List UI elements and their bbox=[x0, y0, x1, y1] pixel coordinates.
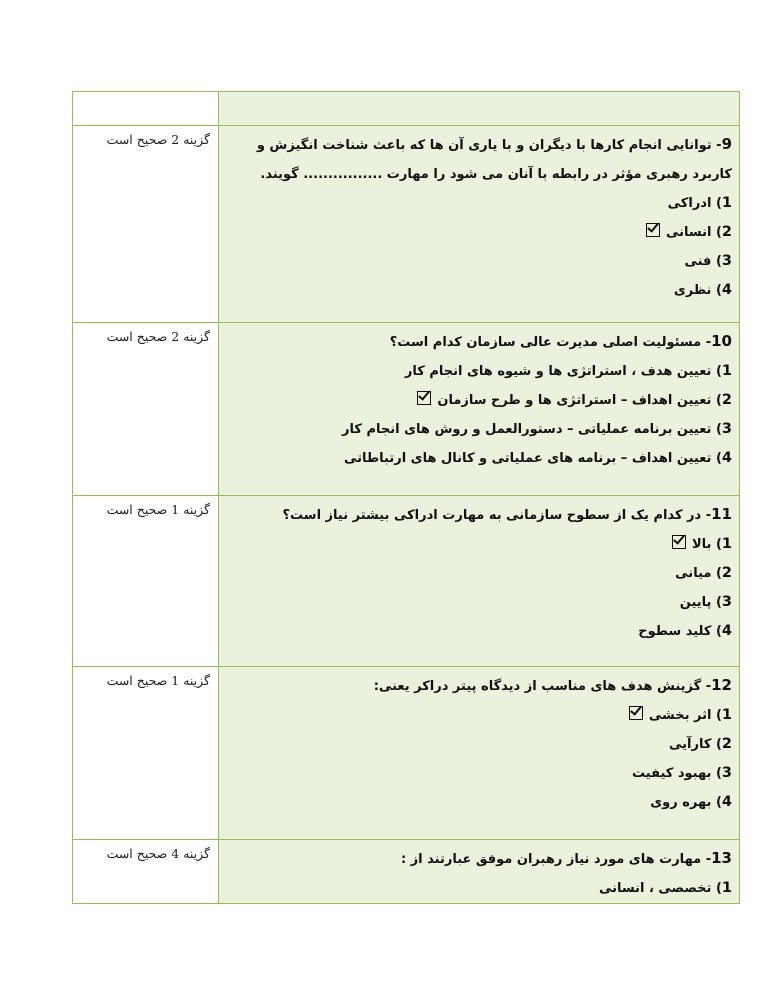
answer-text: گزینه 2 صحیح است bbox=[106, 132, 210, 147]
question-number: 13 bbox=[711, 849, 732, 867]
option-text: اثر بخشی bbox=[648, 708, 712, 723]
option: 4) بهره روی bbox=[650, 794, 732, 810]
option-number: 4 bbox=[721, 623, 732, 639]
option-number: 4 bbox=[721, 282, 732, 298]
checkbox-checked-icon bbox=[417, 391, 431, 405]
question-cell bbox=[219, 667, 740, 840]
option-text: تعیین اهداف – استراتژی ها و طرح سازمان bbox=[437, 393, 712, 408]
question-text: - در کدام یک از سطوح سازمانی به مهارت ادراکی بیشتر نیاز است؟ bbox=[282, 508, 712, 523]
option: 3) پایین bbox=[679, 594, 732, 610]
option: 1) اثر بخشی bbox=[225, 701, 732, 730]
option: 2) کارآیی bbox=[669, 736, 732, 752]
option: 1) بالا bbox=[225, 530, 732, 559]
checkbox-checked-icon bbox=[629, 706, 643, 720]
option-text: تعیین اهداف – برنامه های عملیاتی و کانال های ارتباطاتی bbox=[343, 451, 712, 466]
option: 1) تعیین هدف ، استراتژی ها و شیوه های انجام کار bbox=[404, 363, 732, 379]
option-number: 2 bbox=[721, 392, 732, 408]
option-text: انسانی bbox=[665, 225, 712, 240]
option-text: بهره روی bbox=[650, 795, 712, 810]
question-text: - توانایی انجام کارها با دیگران و با یاری آن ها که باعث شناخت انگیزش و کاربرد رهبری مؤثر در رابطه با آنان می شود را مهارت ................ گویند. bbox=[256, 138, 732, 182]
question-text: - مهارت های مورد نیاز رهبران موفق عبارتند از : bbox=[400, 852, 712, 867]
table-row bbox=[73, 840, 740, 904]
table-row bbox=[73, 496, 740, 667]
option-text: ادراکی bbox=[667, 196, 712, 211]
option: 3) تعیین برنامه عملیاتی – دستورالعمل و روش های انجام کار bbox=[342, 421, 732, 437]
question-cell bbox=[219, 126, 740, 323]
option-text: بالا bbox=[691, 537, 712, 552]
option-number: 1 bbox=[721, 363, 732, 379]
option-number: 3 bbox=[721, 253, 732, 269]
answer-cell bbox=[73, 496, 219, 667]
option: 3) فنی bbox=[684, 253, 732, 269]
option: 2) میانی bbox=[675, 565, 732, 581]
question-cell bbox=[219, 323, 740, 496]
option-text: نظری bbox=[673, 283, 712, 298]
option-number: 2 bbox=[721, 224, 732, 240]
option: 4) کلید سطوح bbox=[638, 623, 732, 639]
question-text: - مسئولیت اصلی مدیرت عالی سازمان کدام است؟ bbox=[389, 335, 712, 350]
option-number: 4 bbox=[721, 794, 732, 810]
question-cell bbox=[219, 840, 740, 904]
option-text: پایین bbox=[679, 595, 712, 610]
answer-text: گزینه 1 صحیح است bbox=[106, 502, 210, 517]
question-number: 10 bbox=[711, 332, 732, 350]
option-text: تعیین هدف ، استراتژی ها و شیوه های انجام کار bbox=[404, 364, 712, 379]
option-number: 3 bbox=[721, 765, 732, 781]
answer-cell bbox=[73, 126, 219, 323]
checkbox-checked-icon bbox=[672, 535, 686, 549]
answer-text: گزینه 1 صحیح است bbox=[106, 673, 210, 688]
option-number: 2 bbox=[721, 565, 732, 581]
option: 3) بهبود کیفیت bbox=[632, 765, 732, 781]
table-row bbox=[73, 92, 740, 126]
checkbox-checked-icon bbox=[646, 223, 660, 237]
option-number: 4 bbox=[721, 450, 732, 466]
option-text: کارآیی bbox=[669, 737, 712, 752]
option: 1) ادراکی bbox=[667, 195, 732, 211]
option-text: بهبود کیفیت bbox=[632, 766, 712, 781]
answer-cell bbox=[73, 92, 219, 126]
answer-cell bbox=[73, 840, 219, 904]
option-number: 1 bbox=[721, 707, 732, 723]
question-stem bbox=[225, 844, 732, 874]
option-text: تعیین برنامه عملیاتی – دستورالعمل و روش های انجام کار bbox=[342, 422, 712, 437]
option: 4) تعیین اهداف – برنامه های عملیاتی و کانال های ارتباطاتی bbox=[343, 450, 732, 466]
option-text: تخصصی ، انسانی bbox=[598, 881, 712, 896]
option-number: 1 bbox=[721, 536, 732, 552]
question-number: 11 bbox=[711, 505, 732, 523]
option-text: کلید سطوح bbox=[638, 624, 712, 639]
question-number: 12 bbox=[711, 676, 732, 694]
option: 1) تخصصی ، انسانی bbox=[598, 880, 732, 896]
table-row bbox=[73, 126, 740, 323]
question-number: 9 bbox=[721, 135, 732, 153]
option-text: میانی bbox=[675, 566, 712, 581]
question-stem bbox=[225, 327, 732, 357]
option-number: 3 bbox=[721, 594, 732, 610]
answer-cell bbox=[73, 323, 219, 496]
option: 4) نظری bbox=[673, 282, 732, 298]
table-row bbox=[73, 667, 740, 840]
quiz-table bbox=[72, 91, 740, 904]
table-row bbox=[73, 323, 740, 496]
question-cell bbox=[219, 92, 740, 126]
option: 2) انسانی bbox=[225, 218, 732, 247]
option-number: 1 bbox=[721, 195, 732, 211]
answer-text: گزینه 4 صحیح است bbox=[106, 846, 210, 861]
question-stem bbox=[225, 500, 732, 530]
option-number: 2 bbox=[721, 736, 732, 752]
option-number: 3 bbox=[721, 421, 732, 437]
question-stem bbox=[225, 671, 732, 701]
answer-cell bbox=[73, 667, 219, 840]
question-cell bbox=[219, 496, 740, 667]
option-text: فنی bbox=[684, 254, 712, 269]
option: 2) تعیین اهداف – استراتژی ها و طرح سازمان bbox=[225, 386, 732, 415]
question-stem bbox=[225, 130, 732, 189]
answer-text: گزینه 2 صحیح است bbox=[106, 329, 210, 344]
option-number: 1 bbox=[721, 880, 732, 896]
question-text: - گزینش هدف های مناسب از دیدگاه پیتر دراکر یعنی: bbox=[373, 679, 712, 694]
